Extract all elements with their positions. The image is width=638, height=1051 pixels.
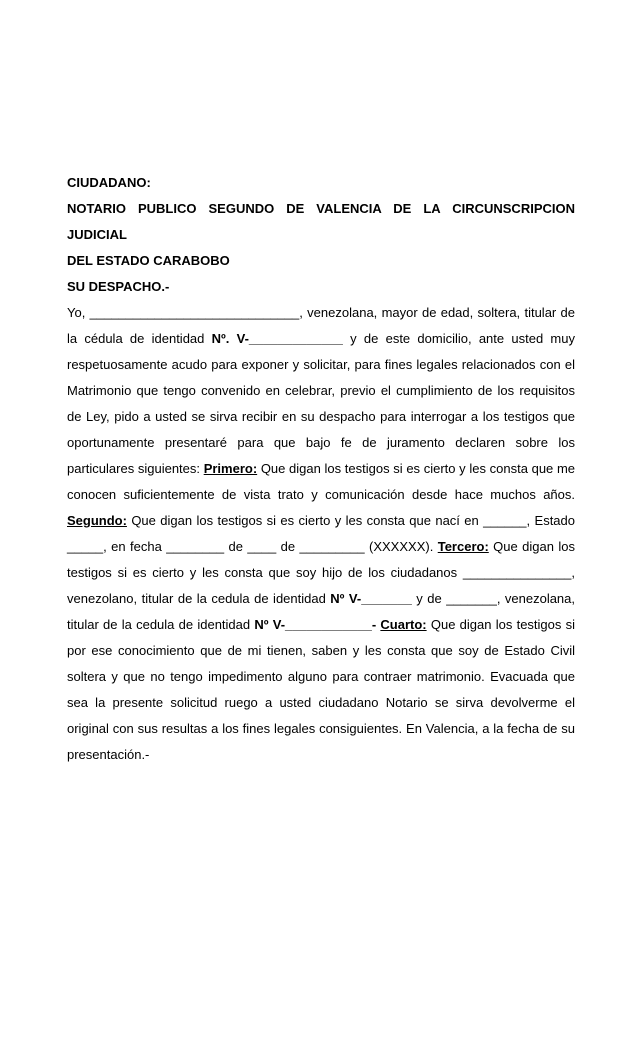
mother-name-blank: _______ <box>446 591 497 606</box>
addressee-line-state: DEL ESTADO CARABOBO <box>67 253 230 268</box>
first-point-text: Que digan los testigos si es cierto y les consta que me conocen suficientemente de vista trato y comunicación desde hace muchos años. <box>67 461 576 502</box>
addressee-line-citizen: CIUDADANO: <box>67 175 151 190</box>
mother-id-blank: ____________ <box>285 617 372 632</box>
father-id-text: , venezolano, titular de la cedula de identidad <box>67 565 575 606</box>
id-number-label: Nº. V- <box>211 331 249 346</box>
second-point-text: Que digan los testigos si es cierto y les consta que nací en ______, Estado _____, en fecha ________ de ____ de _________ (XXXXXX). <box>67 513 575 554</box>
letter-body <box>67 300 575 768</box>
id-number-blank: _____________ <box>248 331 343 346</box>
name-blank: _____________________________ <box>89 305 300 320</box>
body-request-text: y de este domicilio, ante usted muy respetuosamente acudo para exponer y solicitar, para fines legales relacionados con el Matrimonio que tengo convenido en celebrar, previo el cumplimiento de los requisitos de Ley, pido a usted se sirva recibir en su despacho para interrogar a los testigos que oportunamente presentaré para que bajo fe de juramento declaren sobre los particulares siguientes: <box>67 331 575 476</box>
mother-id-dash: - <box>371 617 381 632</box>
third-point-text: Que digan los testigos si es cierto y les consta que soy hijo de los ciudadanos <box>67 539 575 580</box>
addressee-line-notary: NOTARIO PUBLICO SEGUNDO DE VALENCIA DE LA CIRCUNSCRIPCION JUDICIAL <box>67 201 575 242</box>
father-id-blank: _______ <box>361 591 412 606</box>
third-point-label: Tercero: <box>437 539 489 554</box>
body-identity-text: , venezolana, mayor de edad, soltera, titular de la cédula de identidad <box>67 305 575 346</box>
fourth-point-label: Cuarto: <box>380 617 427 632</box>
addressee-line-office: SU DESPACHO.- <box>67 279 170 294</box>
father-id-label: Nº V- <box>330 591 362 606</box>
notarial-request-letter <box>67 170 575 768</box>
body-intro: Yo, <box>67 305 90 320</box>
mother-id-text: , venezolana, titular de la cedula de identidad <box>67 591 576 632</box>
fourth-point-text: Que digan los testigos si por ese conocimiento que de mi tienen, saben y les consta que soy de Estado Civil soltera y que no tengo impedimento alguno para contraer matrimonio. Evacuada que sea la presente solicitud ruego a usted ciudadano Notario se sirva devolverme el original con sus resultas a los fines legales consiguientes. En Valencia, a la fecha de su presentación.- <box>67 617 576 762</box>
conjunction-text: y de <box>411 591 447 606</box>
second-point-label: Segundo: <box>67 513 127 528</box>
first-point-label: Primero: <box>203 461 258 476</box>
mother-id-label: Nº V- <box>254 617 286 632</box>
father-name-blank: _______________ <box>462 565 572 580</box>
